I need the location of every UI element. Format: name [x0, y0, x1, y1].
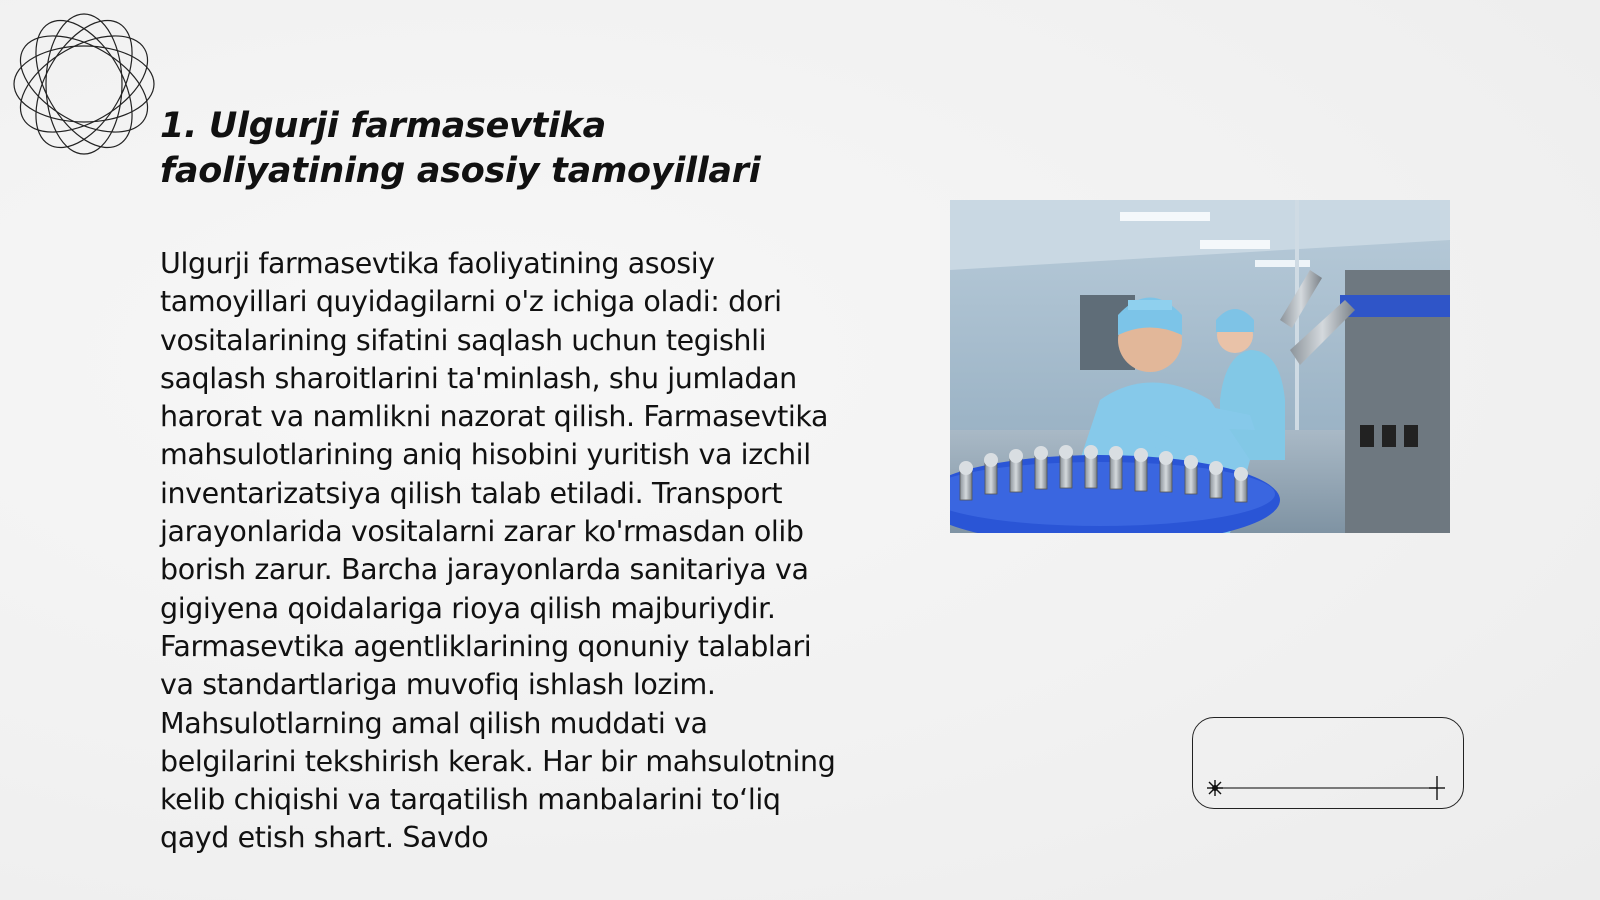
slide-body-text: Ulgurji farmasevtika faoliyatining asosiy tamoyillari quyidagilarni o'z ichiga oladi: dori vositalarining sifatini saqlash uchun tegishli saqlash sharoitlarini ta'minlash, shu jumladan harorat va namlikni nazorat qilish. Farmasevtika mahsulotlarining aniq hisobini yuritish va izchil inventarizatsiya qilish talab etiladi. Transport jarayonlarida vositalarni zarar ko'rmasdan olib borish zarur. Barcha jarayonlarda sanitariya va gigiyena qoidalariga rioya qilish majburiydir. Farmasevtika agentliklarining qonuniy talablari va standartlariga muvofiq ishlash lozim. Mahsulotlarning amal qilish muddati va belgilarini tekshirish kerak. Har bir mahsulotning kelib chiqishi va tarqatilish manbalarini to‘liq qayd etish shart. Savdo	[160, 247, 836, 855]
star-line-decoration-icon	[1192, 717, 1464, 809]
pharmaceutical-worker-photo	[950, 200, 1450, 533]
circular-line-pattern-icon	[10, 10, 158, 158]
slide-title: 1. Ulgurji farmasevtika faoliyatining asosiy tamoyillari	[160, 106, 761, 191]
